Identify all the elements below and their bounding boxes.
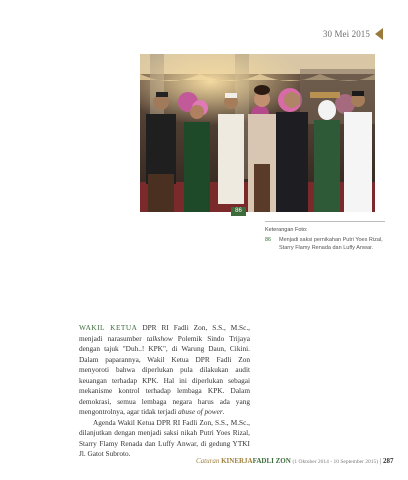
wedding-photo bbox=[140, 54, 375, 212]
footer-caturan: Caturan bbox=[196, 457, 220, 465]
caption-title: Keterangan Foto: bbox=[265, 227, 308, 233]
page-date: 30 Mei 2015 bbox=[322, 29, 370, 39]
footer-separator: | bbox=[379, 457, 382, 465]
article-p1-a: DPR RI Fadli Zon, S.S., M.Sc., menjadi narasumber bbox=[79, 323, 250, 343]
wedding-photo-illustration bbox=[140, 54, 375, 212]
article-body bbox=[79, 323, 250, 460]
footer-kinerja: KINERJA bbox=[221, 457, 253, 465]
date-marker-arrow bbox=[375, 28, 383, 40]
article-paragraph-2: Agenda Wakil Ketua DPR RI Fadli Zon, S.S., M.Sc., dilanjutkan dengan menjadi saksi nikah Putri Yoes Rizal, Starry Flamy Renada dan Luffy Anwar, di gedung YTKI Jl. Gatot Subroto. bbox=[79, 417, 250, 458]
article-lead: WAKIL KETUA bbox=[79, 323, 138, 332]
photo-number-badge: 86 bbox=[231, 207, 246, 216]
footer-date-range: (1 Oktober 2014 - 10 September 2015) bbox=[292, 459, 379, 465]
article-p1-c: . bbox=[222, 407, 225, 416]
footer-name: FADLI ZON bbox=[252, 457, 291, 465]
article-p1-b: Polemik Sindo Trijaya dengan tajuk "Duh..! KPK", di Warung Daun, Cikini. Dalam paparannya, Wakil Ketua DPR Fadli Zon menyoroti bahwa diperlukan pula dilakukan audit keuangan terhadap KPK. Hal ini diperlukan sebagai mekanisme kontrol terhadap lembaga KPK. Dalam demokrasi, semua lembaga negara harus ada yang mengontrolnya, agar tidak terjadi bbox=[79, 333, 250, 416]
article-paragraph-1 bbox=[79, 323, 250, 418]
caption-item-text: Menjadi saksi pernikahan Putri Yoes Rizal, Starry Flamy Renada dan Luffy Anwar. bbox=[279, 237, 383, 251]
article-p1-em: talkshow bbox=[146, 333, 173, 343]
caption-item-number: 86 bbox=[265, 237, 272, 243]
caption-item bbox=[265, 236, 385, 252]
article-p1-em2: abuse of power bbox=[178, 407, 223, 416]
page-footer bbox=[196, 457, 394, 465]
page-number: 287 bbox=[383, 457, 394, 465]
photo-caption bbox=[265, 221, 385, 252]
caption-divider bbox=[265, 221, 385, 222]
